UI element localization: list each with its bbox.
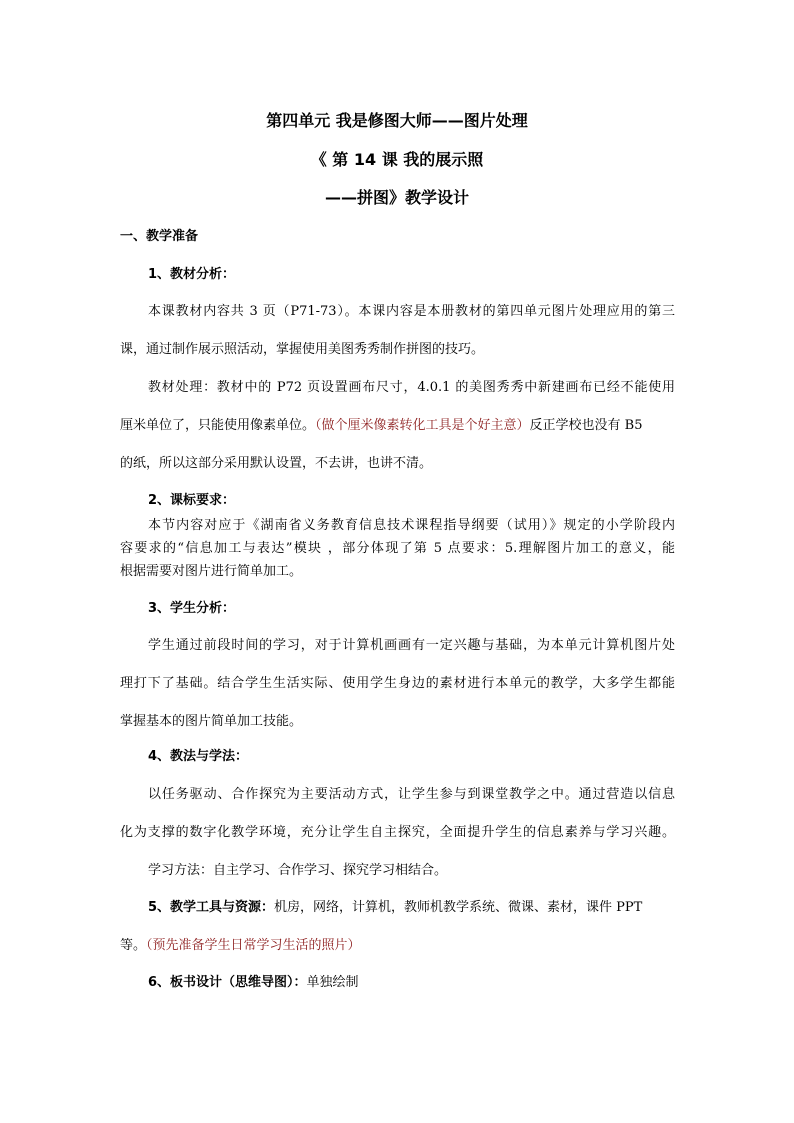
- paragraph-line: 以任务驱动、合作探究为主要活动方式，让学生参与到课堂教学之中。通过营造以信息: [148, 787, 675, 802]
- paragraph-line: 课，通过制作展示照活动，掌握使用美图秀秀制作拼图的技巧。: [120, 342, 485, 357]
- text-span: 单独绘制: [306, 975, 359, 990]
- subheading-board-design: 6、板书设计（思维导图）：: [148, 975, 307, 990]
- paragraph-line: 的纸，所以这部分采用默认设置，不去讲，也讲不清。: [120, 456, 433, 471]
- highlight-note: （预先准备学生日常学习生活的照片）: [146, 938, 361, 953]
- highlight-note: （做个厘米像素转化工具是个好主意）: [315, 418, 530, 433]
- paragraph-line: 本节内容对应于《湖南省义务教育信息技术课程指导纲要（试用）》规定的小学阶段内: [148, 518, 675, 533]
- section-heading-prep: 一、教学准备: [120, 229, 199, 244]
- paragraph-line: 容要求的“信息加工与表达”模块 ，部分体现了第 5 点要求：5.理解图片加工的意义，能: [120, 541, 675, 556]
- subheading-tools-resources: 5、教学工具与资源：: [148, 900, 275, 915]
- paragraph-line: 理打下了基础。结合学生生活实际、使用学生身边的素材进行本单元的教学，大多学生都能: [120, 676, 675, 691]
- text-span: 厘米单位了，只能使用像素单位。: [120, 418, 316, 433]
- subheading-teaching-methods: 4、教法与学法：: [148, 749, 249, 764]
- paragraph-line: 化为支撑的数字化教学环境，充分让学生自主探究，全面提升学生的信息素养与学习兴趣。: [120, 825, 675, 840]
- paragraph-line: [148, 896, 675, 915]
- paragraph-line: 本课教材内容共 3 页（P71-73）。本课内容是本册教材的第四单元图片处理应用的第三: [148, 304, 675, 319]
- text-span: 反正学校也没有 B5: [529, 418, 643, 433]
- doc-title-line2: 《 第 14 课 我的展示照: [310, 150, 484, 169]
- paragraph-line: 掌握基本的图片简单加工技能。: [120, 714, 303, 729]
- subheading-student-analysis: 3、学生分析：: [148, 601, 236, 616]
- doc-title-line1: 第四单元 我是修图大师——图片处理: [266, 111, 528, 130]
- text-span: 等。: [120, 938, 147, 953]
- subheading-textbook-analysis: 1、教材分析：: [148, 267, 236, 282]
- paragraph-line: [120, 934, 680, 953]
- paragraph-line: 教材处理：教材中的 P72 页设置画布尺寸，4.0.1 的美图秀秀中新建画布已经不能使用: [148, 380, 675, 395]
- paragraph-line: [148, 971, 708, 990]
- doc-title-line3: ——拼图》教学设计: [324, 188, 469, 207]
- paragraph-line: 学生通过前段时间的学习，对于计算机画画有一定兴趣与基础，为本单元计算机图片处: [148, 638, 675, 653]
- paragraph-line: 学习方法：自主学习、合作学习、探究学习相结合。: [148, 863, 448, 878]
- subheading-curriculum-requirements: 2、课标要求：: [148, 493, 236, 508]
- paragraph-line: 根据需要对图片进行简单加工。: [120, 564, 303, 579]
- text-span: 机房，网络，计算机，教师机教学系统、微课、素材，课件 PPT: [274, 900, 643, 915]
- paragraph-line: [120, 414, 680, 433]
